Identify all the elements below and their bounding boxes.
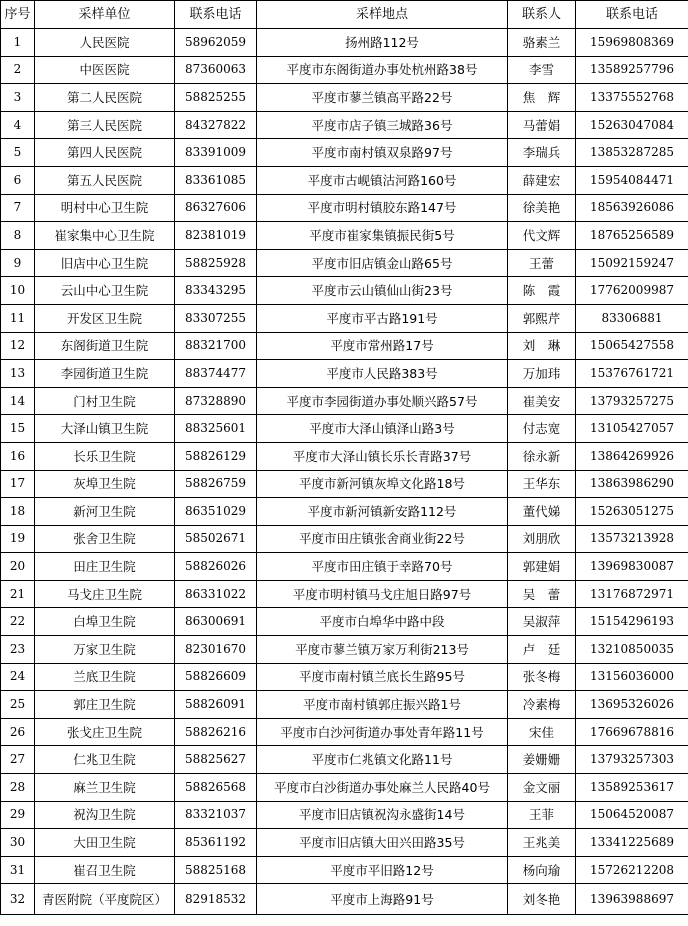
cell-contact-phone: 15969808369 [576,29,688,57]
cell-location: 平度市云山镇仙山街23号 [257,277,508,305]
cell-unit-phone: 88321700 [175,332,257,360]
cell-unit-phone: 82918532 [175,884,257,915]
cell-index: 25 [1,691,35,719]
header-index: 序号 [1,1,35,29]
cell-contact-phone: 15092159247 [576,249,688,277]
cell-contact: 吴淑萍 [508,608,576,636]
cell-contact: 李瑞兵 [508,139,576,167]
cell-index: 19 [1,525,35,553]
table-row [1,498,688,526]
table-row [1,580,688,608]
table-row [1,415,688,443]
cell-unit: 李园街道卫生院 [35,360,175,388]
cell-contact: 薛建宏 [508,166,576,194]
cell-unit: 崔家集中心卫生院 [35,222,175,250]
cell-unit-phone: 82301670 [175,636,257,664]
cell-location: 平度市南村镇双泉路97号 [257,139,508,167]
cell-contact-phone: 13375552768 [576,84,688,112]
cell-location: 平度市上海路91号 [257,884,508,915]
table-row [1,663,688,691]
cell-index: 26 [1,718,35,746]
cell-contact-phone: 13589257796 [576,56,688,84]
cell-unit: 郭庄卫生院 [35,691,175,719]
cell-unit: 旧店中心卫生院 [35,249,175,277]
cell-location: 平度市常州路17号 [257,332,508,360]
cell-contact-phone: 15263051275 [576,498,688,526]
cell-unit: 第三人民医院 [35,111,175,139]
cell-contact-phone: 13105427057 [576,415,688,443]
cell-unit: 云山中心卫生院 [35,277,175,305]
table-row [1,525,688,553]
cell-unit-phone: 83361085 [175,166,257,194]
cell-contact: 金文丽 [508,774,576,802]
cell-contact: 代文辉 [508,222,576,250]
cell-unit-phone: 86327606 [175,194,257,222]
cell-index: 4 [1,111,35,139]
cell-unit-phone: 86300691 [175,608,257,636]
table-row [1,829,688,857]
table-row [1,304,688,332]
header-contact: 联系人 [508,1,576,29]
cell-unit-phone: 58826759 [175,470,257,498]
cell-location: 平度市旧店镇金山路65号 [257,249,508,277]
cell-contact: 骆素兰 [508,29,576,57]
cell-contact: 徐美艳 [508,194,576,222]
cell-unit-phone: 58826568 [175,774,257,802]
cell-contact-phone: 13341225689 [576,829,688,857]
cell-unit-phone: 83321037 [175,801,257,829]
cell-unit: 崔召卫生院 [35,856,175,884]
table-row [1,139,688,167]
cell-contact: 郭建娟 [508,553,576,581]
cell-index: 18 [1,498,35,526]
cell-unit-phone: 83343295 [175,277,257,305]
cell-unit-phone: 83391009 [175,139,257,167]
cell-unit-phone: 58962059 [175,29,257,57]
cell-contact: 王菲 [508,801,576,829]
table-row [1,84,688,112]
table-row [1,636,688,664]
cell-unit-phone: 58825168 [175,856,257,884]
cell-unit-phone: 83307255 [175,304,257,332]
cell-unit-phone: 58826216 [175,718,257,746]
cell-contact: 陈 霞 [508,277,576,305]
cell-contact-phone: 13176872971 [576,580,688,608]
cell-location: 平度市古岘镇沽河路160号 [257,166,508,194]
cell-unit-phone: 88374477 [175,360,257,388]
header-unit: 采样单位 [35,1,175,29]
cell-index: 29 [1,801,35,829]
cell-unit: 中医医院 [35,56,175,84]
cell-index: 27 [1,746,35,774]
table-row [1,194,688,222]
cell-contact: 李雪 [508,56,576,84]
cell-contact-phone: 13573213928 [576,525,688,553]
cell-unit: 青医附院（平度院区） [35,884,175,915]
table-row [1,277,688,305]
cell-contact-phone: 13156036000 [576,663,688,691]
cell-contact: 董代娣 [508,498,576,526]
cell-location: 平度市旧店镇大田兴田路35号 [257,829,508,857]
cell-index: 20 [1,553,35,581]
cell-unit: 灰埠卫生院 [35,470,175,498]
table-row [1,442,688,470]
cell-unit-phone: 87360063 [175,56,257,84]
cell-location: 平度市田庄镇张舍商业街22号 [257,525,508,553]
cell-contact: 刘朋欣 [508,525,576,553]
cell-unit: 门村卫生院 [35,387,175,415]
cell-index: 11 [1,304,35,332]
table-row [1,332,688,360]
cell-location: 平度市人民路383号 [257,360,508,388]
cell-index: 21 [1,580,35,608]
cell-unit-phone: 85361192 [175,829,257,857]
cell-unit-phone: 58825627 [175,746,257,774]
table-row [1,801,688,829]
cell-contact-phone: 13969830087 [576,553,688,581]
cell-contact-phone: 13853287285 [576,139,688,167]
cell-location: 平度市新河镇新安路112号 [257,498,508,526]
cell-contact-phone: 13589253617 [576,774,688,802]
cell-index: 16 [1,442,35,470]
cell-contact-phone: 13695326026 [576,691,688,719]
cell-contact: 徐永新 [508,442,576,470]
cell-contact-phone: 13863986290 [576,470,688,498]
cell-location: 平度市白沙街道办事处麻兰人民路40号 [257,774,508,802]
cell-contact-phone: 13793257275 [576,387,688,415]
table-row [1,29,688,57]
cell-unit: 长乐卫生院 [35,442,175,470]
cell-unit: 白埠卫生院 [35,608,175,636]
cell-location: 平度市明村镇胶东路147号 [257,194,508,222]
cell-location: 平度市大泽山镇长乐长青路37号 [257,442,508,470]
table-row [1,360,688,388]
cell-unit: 新河卫生院 [35,498,175,526]
table-row [1,56,688,84]
cell-unit-phone: 82381019 [175,222,257,250]
cell-contact-phone: 13864269926 [576,442,688,470]
table-row [1,553,688,581]
cell-unit-phone: 58826129 [175,442,257,470]
cell-unit: 大泽山镇卫生院 [35,415,175,443]
cell-unit: 仁兆卫生院 [35,746,175,774]
cell-index: 22 [1,608,35,636]
table-row [1,691,688,719]
cell-unit-phone: 88325601 [175,415,257,443]
cell-index: 10 [1,277,35,305]
table-row [1,222,688,250]
table-row [1,111,688,139]
cell-contact: 崔美安 [508,387,576,415]
table-row [1,470,688,498]
cell-unit: 明村中心卫生院 [35,194,175,222]
cell-index: 14 [1,387,35,415]
cell-index: 15 [1,415,35,443]
cell-unit: 万家卫生院 [35,636,175,664]
cell-location: 平度市东阁街道办事处杭州路38号 [257,56,508,84]
cell-index: 7 [1,194,35,222]
cell-location: 平度市李园街道办事处顺兴路57号 [257,387,508,415]
cell-index: 24 [1,663,35,691]
cell-location: 平度市田庄镇于幸路70号 [257,553,508,581]
cell-index: 5 [1,139,35,167]
cell-contact-phone: 15726212208 [576,856,688,884]
cell-unit: 第二人民医院 [35,84,175,112]
cell-unit-phone: 58825255 [175,84,257,112]
cell-contact: 刘 琳 [508,332,576,360]
header-contact-phone: 联系电话 [576,1,688,29]
cell-index: 17 [1,470,35,498]
cell-unit-phone: 86351029 [175,498,257,526]
cell-contact: 张冬梅 [508,663,576,691]
cell-contact: 姜姗姗 [508,746,576,774]
cell-contact: 王兆美 [508,829,576,857]
table-body [1,29,688,915]
table-row [1,774,688,802]
cell-contact: 王华东 [508,470,576,498]
table-row [1,249,688,277]
cell-location: 平度市大泽山镇泽山路3号 [257,415,508,443]
cell-contact-phone: 15376761721 [576,360,688,388]
cell-index: 8 [1,222,35,250]
table-row [1,718,688,746]
cell-index: 1 [1,29,35,57]
table-row [1,746,688,774]
cell-contact: 马蕾娟 [508,111,576,139]
cell-contact-phone: 13210850035 [576,636,688,664]
cell-contact-phone: 83306881 [576,304,688,332]
cell-contact-phone: 15263047084 [576,111,688,139]
cell-contact: 付志宽 [508,415,576,443]
table-row [1,387,688,415]
cell-index: 28 [1,774,35,802]
cell-unit: 第五人民医院 [35,166,175,194]
cell-unit: 大田卫生院 [35,829,175,857]
cell-unit: 田庄卫生院 [35,553,175,581]
cell-unit: 人民医院 [35,29,175,57]
cell-location: 平度市平旧路12号 [257,856,508,884]
table-row [1,608,688,636]
table-row [1,166,688,194]
cell-contact-phone: 13793257303 [576,746,688,774]
cell-location: 平度市白沙河街道办事处青年路11号 [257,718,508,746]
cell-contact: 冷素梅 [508,691,576,719]
cell-contact: 卢 廷 [508,636,576,664]
cell-unit: 马戈庄卫生院 [35,580,175,608]
cell-contact: 刘冬艳 [508,884,576,915]
header-location: 采样地点 [257,1,508,29]
cell-unit-phone: 58826091 [175,691,257,719]
cell-location: 平度市南村镇郭庄振兴路1号 [257,691,508,719]
cell-index: 32 [1,884,35,915]
header-row [1,1,688,29]
cell-unit-phone: 87328890 [175,387,257,415]
cell-index: 6 [1,166,35,194]
cell-contact-phone: 17762009987 [576,277,688,305]
cell-unit-phone: 58826026 [175,553,257,581]
cell-contact-phone: 15064520087 [576,801,688,829]
cell-index: 30 [1,829,35,857]
cell-unit-phone: 86331022 [175,580,257,608]
cell-index: 12 [1,332,35,360]
cell-index: 9 [1,249,35,277]
cell-contact-phone: 15065427558 [576,332,688,360]
cell-unit: 东阁街道卫生院 [35,332,175,360]
cell-location: 平度市仁兆镇文化路11号 [257,746,508,774]
cell-location: 平度市明村镇马戈庄旭日路97号 [257,580,508,608]
cell-unit-phone: 58826609 [175,663,257,691]
cell-location: 平度市店子镇三城路36号 [257,111,508,139]
cell-unit: 第四人民医院 [35,139,175,167]
cell-contact: 郭熙芹 [508,304,576,332]
cell-location: 平度市南村镇兰底长生路95号 [257,663,508,691]
cell-location: 平度市新河镇灰埠文化路18号 [257,470,508,498]
cell-index: 2 [1,56,35,84]
cell-unit: 张舍卫生院 [35,525,175,553]
cell-location: 平度市白埠华中路中段 [257,608,508,636]
cell-location: 平度市平古路191号 [257,304,508,332]
cell-unit: 麻兰卫生院 [35,774,175,802]
cell-unit-phone: 58502671 [175,525,257,553]
cell-location: 平度市旧店镇祝沟永盛街14号 [257,801,508,829]
cell-contact: 焦 辉 [508,84,576,112]
cell-contact-phone: 15954084471 [576,166,688,194]
cell-contact: 吴 蕾 [508,580,576,608]
cell-unit-phone: 84327822 [175,111,257,139]
header-unit-phone: 联系电话 [175,1,257,29]
cell-contact: 万加玮 [508,360,576,388]
cell-contact-phone: 17669678816 [576,718,688,746]
cell-contact-phone: 18563926086 [576,194,688,222]
table-row [1,856,688,884]
table-row [1,884,688,915]
cell-contact-phone: 13963988697 [576,884,688,915]
cell-unit-phone: 58825928 [175,249,257,277]
cell-unit: 兰底卫生院 [35,663,175,691]
cell-index: 3 [1,84,35,112]
cell-contact-phone: 15154296193 [576,608,688,636]
cell-unit: 张戈庄卫生院 [35,718,175,746]
cell-index: 31 [1,856,35,884]
cell-location: 平度市蓼兰镇万家万利街213号 [257,636,508,664]
cell-contact: 杨向瑜 [508,856,576,884]
cell-index: 23 [1,636,35,664]
cell-contact: 宋佳 [508,718,576,746]
cell-index: 13 [1,360,35,388]
cell-contact-phone: 18765256589 [576,222,688,250]
cell-location: 平度市蓼兰镇高平路22号 [257,84,508,112]
cell-unit: 开发区卫生院 [35,304,175,332]
cell-location: 平度市崔家集镇振民街5号 [257,222,508,250]
cell-location: 扬州路112号 [257,29,508,57]
cell-unit: 祝沟卫生院 [35,801,175,829]
cell-contact: 王蕾 [508,249,576,277]
